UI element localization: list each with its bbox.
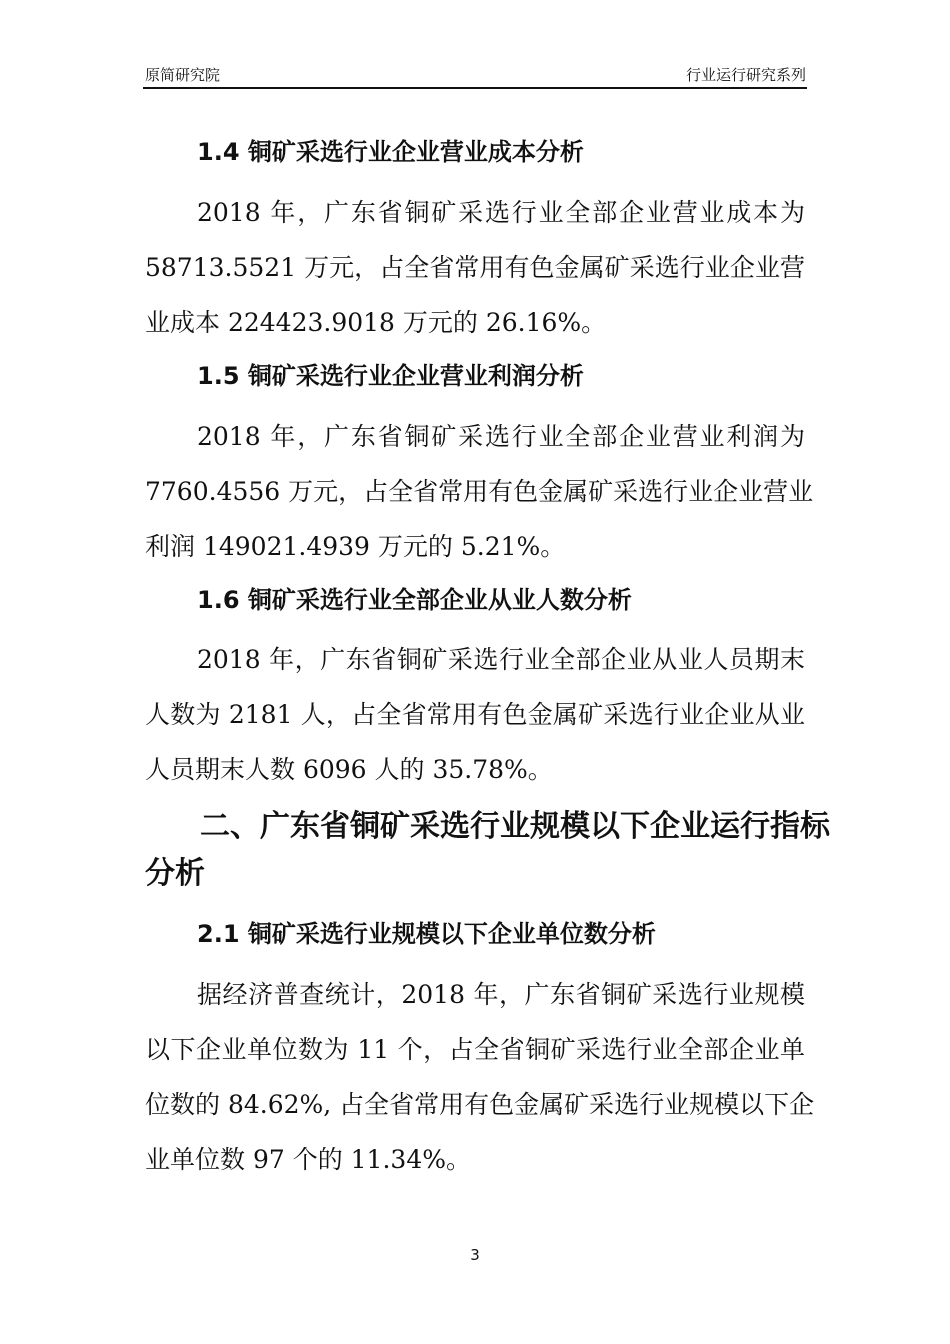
paragraph-line: 人数为 2181 人，占全省常用有色金属矿采选行业企业从业: [145, 700, 805, 729]
paragraph-line: 利润 149021.4939 万元的 5.21%。: [145, 532, 566, 561]
chapter-heading-line1: 二、广东省铜矿采选行业规模以下企业运行指标: [200, 809, 830, 844]
paragraph-line: 2018 年，广东省铜矿采选行业全部企业从业人员期末: [197, 645, 805, 674]
header-right: 行业运行研究系列: [685, 66, 806, 84]
chapter-heading-line2: 分析: [145, 856, 205, 891]
section-heading: 1.4 铜矿采选行业企业营业成本分析: [197, 138, 584, 166]
header-left: 原简研究院: [145, 66, 221, 84]
section-heading: 2.1 铜矿采选行业规模以下企业单位数分析: [197, 920, 656, 948]
paragraph-line: 7760.4556 万元，占全省常用有色金属矿采选行业企业营业: [145, 477, 814, 506]
paragraph-line: 据经济普查统计，2018 年，广东省铜矿采选行业规模: [197, 980, 805, 1009]
paragraph-line: 2018 年，广东省铜矿采选行业全部企业营业利润为: [197, 422, 805, 451]
paragraph-line: 以下企业单位数为 11 个，占全省铜矿采选行业全部企业单: [145, 1035, 805, 1064]
paragraph-line: 人员期末人数 6096 人的 35.78%。: [145, 755, 553, 784]
header-rule: [143, 87, 807, 89]
section-heading: 1.6 铜矿采选行业全部企业从业人数分析: [197, 586, 632, 614]
paragraph-line: 2018 年，广东省铜矿采选行业全部企业营业成本为: [197, 198, 805, 227]
section-heading: 1.5 铜矿采选行业企业营业利润分析: [197, 362, 584, 390]
paragraph-line: 58713.5521 万元，占全省常用有色金属矿采选行业企业营: [145, 253, 805, 282]
page-number: 3: [470, 1246, 480, 1264]
paragraph-line: 业单位数 97 个的 11.34%。: [145, 1145, 471, 1174]
paragraph-line: 业成本 224423.9018 万元的 26.16%。: [145, 308, 607, 337]
paragraph-line: 位数的 84.62%, 占全省常用有色金属矿采选行业规模以下企: [145, 1090, 815, 1119]
